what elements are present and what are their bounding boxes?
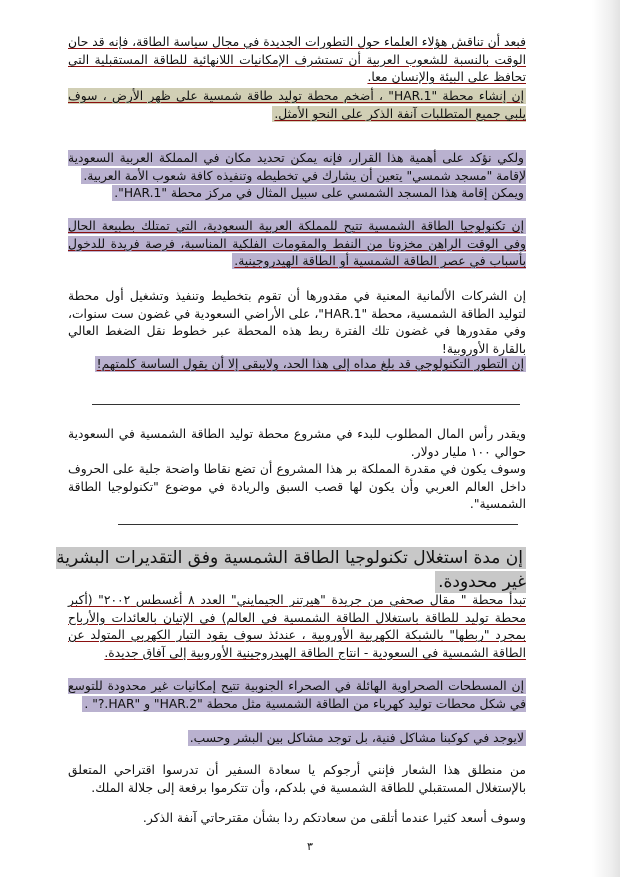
paragraph-energy-policy-text: فبعد أن تناقش هؤلاء العلماء حول التطورات الجديدة في مجال سياسة الطاقة، فإنه قد حان الوقت بالنسبة للشعوب العربية أن تستشرف الإمكانيات اللانهائية للطاقة المستقبلية التي تحافظ على البيئة والإنسان معا.: [68, 35, 526, 84]
paragraph-newspaper-article: [68, 592, 526, 662]
paragraph-ambassador-request-text: من منطلق هذا الشعار فإنني أرجوكم يا سعادة السفير أن تدرسوا اقتراحي المتعلق بالإستغلال المستقبلي للطاقة الشمسية في بلدكم، وأن تتكرموا برفعة إلى جلالة الملك.: [68, 763, 526, 795]
paragraph-saudi-opportunity-text: إن تكنولوجيا الطاقة الشمسية تتيح للمملكة العربية السعودية، التي تمتلك بطبيعة الحال وفي الوقت الراهن مخزونا من النفط والمقومات الفلكية المناسبة، فرصة فريدة للدخول بأسباب في عصر الطاقة الشمسية أو الطاقة الهيدروجينية.: [68, 219, 526, 268]
paragraph-german-companies-text: إن الشركات الألمانية المعنية في مقدورها أن تقوم بتخطيط وتنفيذ وتشغيل أول محطة لتوليد الطاقة الشمسية، محطة "HAR.1"، على الأراضي السعودية في غضون ست سنوات، وفي مقدورها في غضون تلك الفترة ربط هذه المحطة عبر خطوط نقل الضغط العالي بالقارة الأوروبية!: [68, 289, 526, 356]
paragraph-desert-expansion-text: إن المسطحات الصحراوية الهائلة في الصحراء الجنوبية تتيح إمكانيات غير محدودة للتوسع في شكل محطات توليد كهرباء من الطاقة الشمسية مثل محطة "HAR.2" و "HAR.?" .: [68, 679, 526, 711]
paragraph-technology-development: [68, 356, 526, 374]
paragraph-german-companies: [68, 288, 526, 358]
paragraph-energy-policy: [68, 34, 526, 87]
paragraph-desert-expansion: [68, 678, 526, 713]
paragraph-saudi-opportunity: [68, 218, 526, 271]
paragraph-closing: [68, 810, 526, 828]
page-number: ٣: [307, 840, 313, 853]
separator-line: [118, 524, 518, 525]
paragraph-ambassador-request: [68, 762, 526, 797]
section-heading: [56, 546, 526, 594]
paragraph-capital-estimate-text: ويقدر رأس المال المطلوب للبدء في مشروع محطة توليد الطاقة الشمسية في السعودية حوالي ١٠٠ مليار دولار.: [68, 427, 526, 459]
paragraph-capital-estimate: [68, 426, 526, 514]
paragraph-solar-mosque-text: ولكي نؤكد على أهمية هذا القرار، فإنه يمكن تحديد مكان في المملكة العربية السعودية لإقامة "مسجد شمسي" يتعين أن يشارك في تخطيطه وتنفيذه كافة شعوب الأمة العربية.: [68, 151, 526, 183]
separator-line: [92, 404, 520, 405]
section-heading-text: إن مدة استغلال تكنولوجيا الطاقة الشمسية وفق التقديرات البشرية غير محدودة.: [56, 548, 526, 592]
paragraph-arab-leadership-text: وسوف يكون في مقدرة المملكة بر هذا المشروع أن تضع نقاطا واضحة جلية على الحروف داخل العالم العربي وأن يكون لها قصب السبق والريادة في موضوع "تكنولوجيا الطاقة الشمسية".: [68, 462, 526, 511]
paragraph-har1-station: [68, 88, 526, 123]
paragraph-newspaper-article-text: تبدأ محطة " مقال صحفي من جريدة "هيرتنر الجيمايني" العدد ٨ أغسطس ٢٠٠٢" (أكبر محطة توليد للطاقة باستغلال الطاقة الشمسية في العالم) في الإتيان بالعائدات والأرباح بمجرد "ربطها" بالشبكة الكهربية الأوروبية ، عندئذ سوف يقود التيار الكهربي المتولد عن الطاقة الشمسية في السعودية - انتاج الطاقة الهيدروجينية الأوروبية إلى آفاق جديدة.: [68, 593, 527, 660]
page-edge-shadow: [592, 0, 620, 877]
paragraph-technology-development-text: إن التطور التكنولوجي قد بلغ مداه إلى هذا الحد، ولايبقى إلا أن يقول الساسة كلمتهم!: [96, 357, 524, 371]
paragraph-har1-station-text: إن إنشاء محطة "HAR.1" ، أضخم محطة توليد طاقة شمسية على ظهر الأرض ، سوف يلبي جميع المتطلبات آنفة الذكر على النحو الأمثل.: [68, 89, 526, 121]
paragraph-solar-mosque-location: ويمكن إقامة هذا المسجد الشمسي على سبيل المثال في مركز محطة "HAR.1".: [114, 186, 524, 200]
paragraph-solar-mosque: [68, 150, 526, 203]
paragraph-human-problems-text: لايوجد في كوكبنا مشاكل فنية، بل توجد مشاكل بين البشر وحسب.: [189, 731, 524, 745]
paragraph-human-problems: [68, 730, 526, 748]
paragraph-closing-text: وسوف أسعد كثيرا عندما أتلقى من سعادتكم ردا بشأن مقترحاتي آنفة الذكر.: [142, 811, 526, 825]
